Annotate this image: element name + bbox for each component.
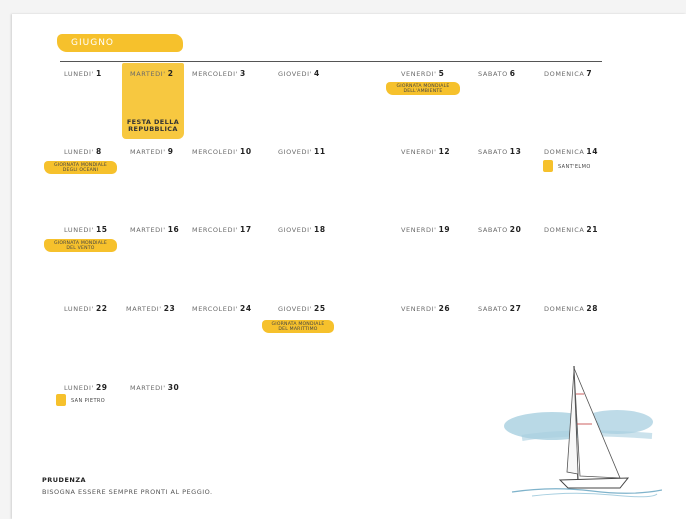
day-number: 9	[167, 147, 174, 156]
day-name: MERCOLEDI'	[192, 226, 238, 234]
day-26[interactable]	[401, 304, 450, 313]
day-number: 27	[509, 304, 522, 313]
day-name: GIOVEDI'	[278, 226, 313, 234]
day-number: 25	[314, 304, 326, 313]
day-30[interactable]	[130, 383, 179, 392]
day-name: VENERDI'	[401, 305, 437, 313]
event-marittimo	[262, 320, 334, 333]
day-number: 8	[95, 147, 102, 156]
sailboat-illustration	[502, 364, 662, 499]
day-16[interactable]	[130, 225, 179, 234]
day-2[interactable]	[130, 69, 174, 78]
day-10[interactable]	[192, 147, 252, 156]
day-name: VENERDI'	[401, 226, 437, 234]
day-name: GIOVEDI'	[278, 148, 313, 156]
day-name: MERCOLEDI'	[192, 305, 238, 313]
holiday-line-1: FESTA DELLA	[126, 118, 180, 126]
day-24[interactable]	[192, 304, 252, 313]
day-number: 4	[314, 69, 320, 78]
day-name: MERCOLEDI'	[192, 70, 238, 78]
day-name: MARTEDI'	[130, 148, 166, 156]
day-13[interactable]	[478, 147, 521, 156]
saint-marker	[56, 394, 66, 406]
day-15[interactable]	[64, 225, 108, 234]
day-name: MARTEDI'	[130, 70, 166, 78]
calendar-page	[12, 14, 686, 519]
day-name: GIOVEDI'	[278, 70, 313, 78]
month-title: GIUGNO	[57, 34, 183, 52]
event-line-2: DEL VENTO	[66, 245, 95, 251]
day-number: 17	[240, 225, 252, 234]
day-11[interactable]	[278, 147, 326, 156]
day-number: 6	[509, 69, 516, 78]
hull	[560, 478, 628, 488]
day-3[interactable]	[192, 69, 246, 78]
day-number: 5	[438, 69, 445, 78]
day-9[interactable]	[130, 147, 174, 156]
day-name: SABATO	[478, 148, 508, 156]
day-number: 10	[240, 147, 252, 156]
day-22[interactable]	[64, 304, 108, 313]
day-6[interactable]	[478, 69, 516, 78]
day-number: 2	[167, 69, 174, 78]
day-number: 12	[438, 147, 451, 156]
day-29[interactable]	[64, 383, 108, 392]
saint-santelmo: SANT'ELMO	[558, 164, 591, 170]
event-line-1: GIORNATA MONDIALE	[271, 321, 325, 327]
day-number: 30	[167, 383, 180, 392]
holiday-line-2: REPUBBLICA	[128, 125, 178, 133]
day-number: 1	[95, 69, 102, 78]
day-name: LUNEDI'	[64, 226, 94, 234]
quote-text: BISOGNA ESSERE SEMPRE PRONTI AL PEGGIO.	[42, 488, 213, 496]
day-number: 7	[586, 69, 593, 78]
day-17[interactable]	[192, 225, 252, 234]
day-27[interactable]	[478, 304, 521, 313]
day-name: MERCOLEDI'	[192, 148, 238, 156]
day-number: 18	[314, 225, 326, 234]
day-number: 28	[586, 304, 599, 313]
day-number: 19	[438, 225, 451, 234]
day-name: GIOVEDI'	[278, 305, 313, 313]
day-name: VENERDI'	[401, 148, 437, 156]
day-number: 26	[438, 304, 451, 313]
day-20[interactable]	[478, 225, 521, 234]
day-number: 29	[95, 383, 108, 392]
day-number: 3	[240, 69, 246, 78]
day-name: LUNEDI'	[64, 305, 94, 313]
event-line-1: GIORNATA MONDIALE	[396, 83, 450, 89]
sea-line	[512, 489, 662, 494]
day-8[interactable]	[64, 147, 102, 156]
day-name: DOMENICA	[544, 148, 585, 156]
day-number: 14	[586, 147, 599, 156]
day-name: DOMENICA	[544, 70, 585, 78]
day-name: LUNEDI'	[64, 148, 94, 156]
day-5[interactable]	[401, 69, 444, 78]
day-7[interactable]	[544, 69, 592, 78]
day-number: 24	[240, 304, 252, 313]
holiday-label	[122, 119, 184, 133]
header-rule	[60, 61, 602, 62]
day-number: 22	[95, 304, 108, 313]
day-name: DOMENICA	[544, 226, 585, 234]
day-1[interactable]	[64, 69, 102, 78]
day-21[interactable]	[544, 225, 598, 234]
day-name: LUNEDI'	[64, 70, 94, 78]
day-name: SABATO	[478, 226, 508, 234]
event-oceani	[44, 161, 117, 174]
event-line-2: DEGLI OCEANI	[62, 167, 99, 173]
day-19[interactable]	[401, 225, 450, 234]
saint-sanpietro: SAN PIETRO	[71, 398, 106, 404]
day-number: 11	[314, 147, 326, 156]
day-name: SABATO	[478, 305, 508, 313]
day-name: VENERDI'	[401, 70, 437, 78]
day-12[interactable]	[401, 147, 450, 156]
day-28[interactable]	[544, 304, 598, 313]
day-name: DOMENICA	[544, 305, 585, 313]
day-number: 15	[95, 225, 108, 234]
day-25[interactable]	[278, 304, 326, 313]
event-vento	[44, 239, 117, 252]
day-number: 21	[586, 225, 599, 234]
day-23[interactable]	[126, 304, 175, 313]
day-name: MARTEDI'	[126, 305, 162, 313]
day-name: SABATO	[478, 70, 508, 78]
day-number: 13	[509, 147, 522, 156]
day-number: 23	[163, 304, 176, 313]
day-14[interactable]	[544, 147, 598, 156]
day-name: MARTEDI'	[130, 384, 166, 392]
day-name: LUNEDI'	[64, 384, 94, 392]
event-line-2: DELL'AMBIENTE	[403, 88, 443, 94]
event-line-1: GIORNATA MONDIALE	[54, 240, 107, 246]
event-line-1: GIORNATA MONDIALE	[54, 162, 107, 168]
saint-marker	[543, 160, 553, 172]
day-number: 20	[509, 225, 522, 234]
day-name: MARTEDI'	[130, 226, 166, 234]
event-ambiente	[386, 82, 460, 95]
day-4[interactable]	[278, 69, 320, 78]
event-line-2: DEL MARITTIMO	[278, 326, 318, 332]
day-18[interactable]	[278, 225, 326, 234]
day-number: 16	[167, 225, 180, 234]
quote-title: PRUDENZA	[42, 476, 87, 484]
